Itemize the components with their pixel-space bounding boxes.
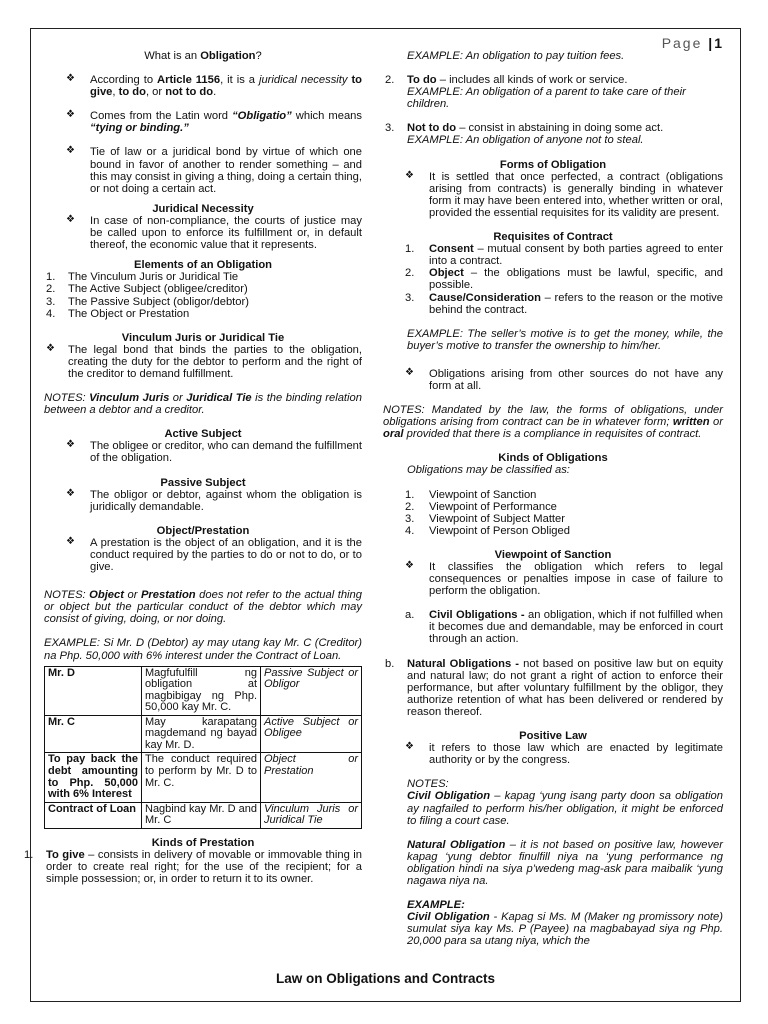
example-tuition: EXAMPLE: An obligation to pay tuition fees. xyxy=(407,50,625,62)
table-row: Contract of Loan Nagbind kay Mr. D and Mr. C Vinculum Juris or Juridical Tie xyxy=(45,802,362,828)
juridical-necessity-text: ❖ In case of non-compliance, the courts of justice may be called upon to enforce its fulfillment or, in default thereof, the economic value that it represents. xyxy=(66,213,362,252)
sanction-text: ❖ It classifies the obligation which refers to legal consequences or penalties impose in case of failure to perform the obligation. xyxy=(405,560,723,598)
list-item: 2. The Active Subject (obligee/creditor) xyxy=(46,283,248,296)
list-item: 1. Consent – mutual consent by both parties agreed to enter into a contract. xyxy=(405,243,723,268)
civil-obligations-item: a. Civil Obligations - an obligation, which if not fulfilled when it becomes due and demandable, may be enforced in court through an action. xyxy=(405,609,723,646)
notes-object: NOTES: Object or Prestation does not refer to the actual thing or object but the particular conduct of the debtor which may consist of giving, doing, or nor doing. xyxy=(44,589,362,626)
section-title: What is an Obligation? xyxy=(144,50,262,62)
notes-forms: NOTES: Mandated by the law, the forms of obligations, under obligations arising from contract can be in whatever form; written or oral provided that there is a compliance in requisites of contract. xyxy=(383,404,723,441)
other-sources-text: ❖ Obligations arising from other sources do not have any form at all. xyxy=(405,366,723,392)
diamond-bullet-icon: ❖ xyxy=(405,366,414,378)
right-column xyxy=(383,50,723,947)
page-label: Page xyxy=(661,35,703,51)
natural-obligations-item: b. Natural Obligations - not based on positive law but on equity and natural law; do not grant a right of action to enforce their performance, but after voluntary fulfillment by the obligor, they authorize retention of what has been delivered or rendered by reason thereof. xyxy=(385,657,723,718)
list-item: 1. Viewpoint of Sanction xyxy=(405,488,537,501)
example-loan: EXAMPLE: Si Mr. D (Debtor) ay may utang kay Mr. C (Creditor) na Php. 50,000 with 6% interest under the Contract of Loan. xyxy=(44,637,362,662)
page-number: Page |1 xyxy=(661,35,724,51)
diamond-bullet-icon: ❖ xyxy=(46,342,55,354)
definition-bullet-latin: ❖ Comes from the Latin word “Obligatio” which means “tying or binding.” xyxy=(66,109,362,135)
positive-law-heading: Positive Law xyxy=(519,730,587,743)
notes-civil-natural: NOTES: Civil Obligation – kapag ‘yung isang party doon sa obligation ay nagfailed to perform his/her obligation, it might be enforced to filing a court case. Natural Obligation – it is not based on positive law, however kapag ‘yung debtor finulfill niya na ‘yung performance ng obligation hindi na siya p’wedeng mag-ask para maibalik ‘yung nagawa niya na. EXAMPLE: Civil Obligation - Kapag si Ms. M (Maker ng promissory note) sumulat siya kay Ms. P (Payee) na magbabayad siya ng Php. 20,000 para sa utang niya, which the xyxy=(407,778,723,948)
list-item: 4. The Object or Prestation xyxy=(46,307,190,320)
diamond-bullet-icon: ❖ xyxy=(66,109,75,121)
diamond-bullet-icon: ❖ xyxy=(405,169,414,181)
list-item: 3. The Passive Subject (obligor/debtor) xyxy=(46,295,249,308)
kinds-prestation-heading: Kinds of Prestation xyxy=(151,836,255,849)
diamond-bullet-icon: ❖ xyxy=(66,145,75,157)
table-row: To pay back the debt amounting to Php. 50,000 with 6% Interest The conduct required to perform by Mr. D to Mr. C. Object or Prestation xyxy=(45,753,362,802)
list-item: 4. Viewpoint of Person Obliged xyxy=(405,524,570,537)
diamond-bullet-icon: ❖ xyxy=(66,213,75,225)
diamond-bullet-icon: ❖ xyxy=(405,741,414,753)
diamond-bullet-icon: ❖ xyxy=(66,73,75,85)
table-row: Mr. D Magfufulfill ng obligation at magbibigay ng Php. 50,000 kay Mr. C. Passive Subject or Obligor xyxy=(45,666,362,715)
prestation-not-to-do: 3. Not to do – consist in abstaining in doing some act. EXAMPLE: An obligation of anyone not to steal. xyxy=(385,122,664,147)
prestation-to-give: 1. To give – consists in delivery of movable or immovable thing in order to create real right; for the use of the recipient; for a simple possession; or, in order to return it to its owner. xyxy=(24,848,362,886)
object-prestation-text: ❖ A prestation is the object of an obligation, and it is the conduct required by the parties to do or not to do, or to give. xyxy=(66,535,362,574)
passive-subject-heading: Passive Subject xyxy=(160,476,246,489)
positive-law-text: ❖ it refers to those law which are enacted by legitimate authority or by the congress. xyxy=(405,741,723,767)
requisites-example: EXAMPLE: The seller’s motive is to get the money, while, the buyer’s motive to transfer the ownership to him/her. xyxy=(407,327,723,352)
juridical-necessity-heading: Juridical Necessity xyxy=(152,202,254,215)
list-item: 3. Viewpoint of Subject Matter xyxy=(405,512,565,525)
definition-bullet-article: ❖ According to Article 1156, it is a juridical necessity to give, to do, or not to do. xyxy=(66,73,363,99)
notes-vinculum: NOTES: Vinculum Juris or Juridical Tie is the binding relation between a debtor and a creditor. xyxy=(44,392,362,417)
left-column xyxy=(24,50,363,886)
object-prestation-heading: Object/Prestation xyxy=(156,524,250,537)
document-footer-title: Law on Obligations and Contracts xyxy=(275,971,495,986)
passive-subject-text: ❖ The obligor or debtor, against whom the obligation is juridically demandable. xyxy=(66,487,362,513)
kinds-obligations-sub: Obligations may be classified as: xyxy=(407,464,570,477)
elements-heading: Elements of an Obligation xyxy=(134,259,272,272)
table-row: Mr. C May karapatang magdemand ng bayad kay Mr. D. Active Subject or Obligee xyxy=(45,715,362,753)
page-number-value: 1 xyxy=(714,35,724,51)
kinds-obligations-heading: Kinds of Obligations xyxy=(498,452,608,465)
forms-heading: Forms of Obligation xyxy=(499,158,607,171)
active-subject-heading: Active Subject xyxy=(164,428,242,441)
requisites-heading: Requisites of Contract xyxy=(493,231,613,244)
definition-bullet-tie: ❖ Tie of law or a juridical bond by virtue of which one bound in favor of another to render something – and this may consist in giving a thing, doing a certain thing, or not doing a certain act. xyxy=(66,145,362,195)
prestation-to-do: 2. To do – includes all kinds of work or service. EXAMPLE: An obligation of a parent to take care of their children. xyxy=(385,74,686,111)
vinculum-heading: Vinculum Juris or Juridical Tie xyxy=(121,331,285,344)
sanction-heading: Viewpoint of Sanction xyxy=(494,548,612,561)
parties-table xyxy=(44,666,362,829)
list-item: 2. Object – the obligations must be lawful, specific, and possible. xyxy=(405,267,723,292)
diamond-bullet-icon: ❖ xyxy=(66,487,75,499)
list-item: 2. Viewpoint of Performance xyxy=(405,500,557,513)
list-item: 1. The Vinculum Juris or Juridical Tie xyxy=(46,271,239,284)
diamond-bullet-icon: ❖ xyxy=(405,560,414,571)
diamond-bullet-icon: ❖ xyxy=(66,535,75,547)
diamond-bullet-icon: ❖ xyxy=(66,439,75,451)
active-subject-text: ❖ The obligee or creditor, who can demand the fulfillment of the obligation. xyxy=(66,439,362,465)
list-item: 3. Cause/Consideration – refers to the reason or the motive behind the contract. xyxy=(405,291,723,316)
vinculum-text: ❖ The legal bond that binds the parties to the obligation, creating the duty for the debtor to perform and the right of the creditor to demand fulfillment. xyxy=(46,342,362,380)
forms-text: ❖ It is settled that once perfected, a contract (obligations arising from contracts) is generally binding in whatever form it may have been entered into, whether written or oral, provided the essential requisites for its validity are present. xyxy=(405,169,723,219)
